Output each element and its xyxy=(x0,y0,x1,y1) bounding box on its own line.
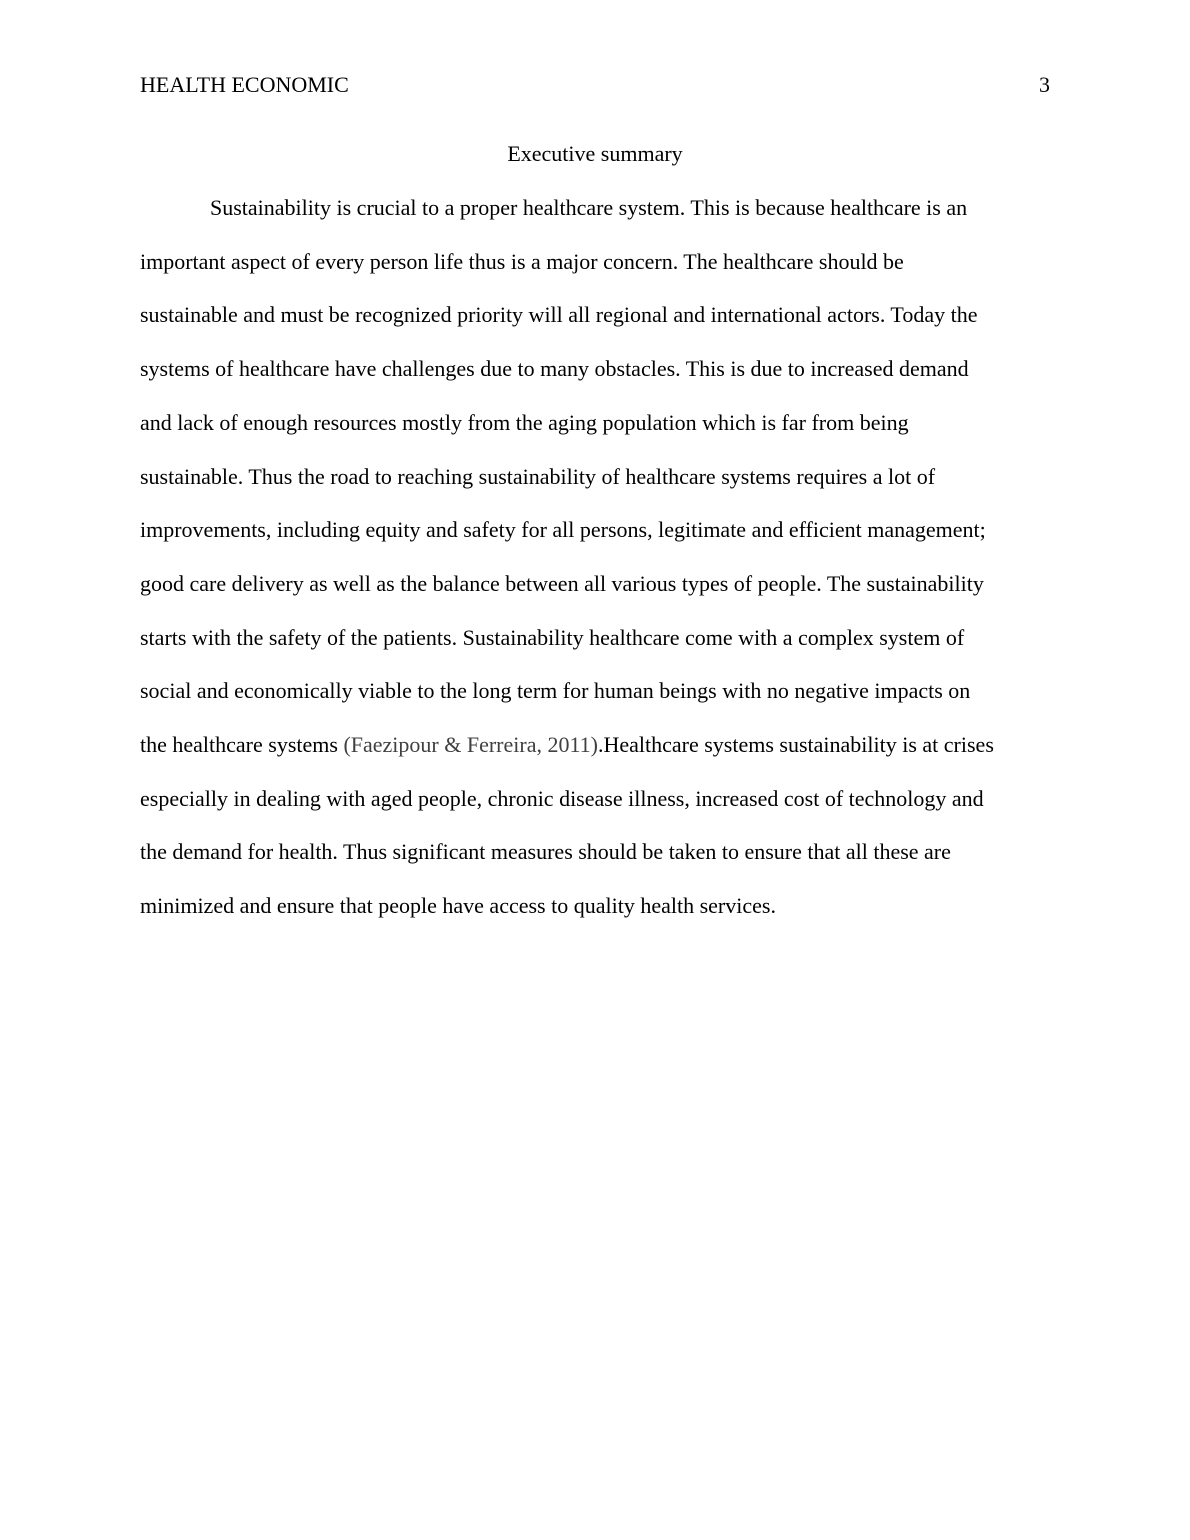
paragraph-line: improvements, including equity and safety for all persons, legitimate and efficient management; xyxy=(140,517,986,543)
paragraph-line: important aspect of every person life thus is a major concern. The healthcare should be xyxy=(140,248,904,274)
paragraph-line: starts with the safety of the patients. Sustainability healthcare come with a complex system of xyxy=(140,624,965,650)
citation: (Faezipour & Ferreira, 2011) xyxy=(343,732,598,758)
paragraph-line: sustainable. Thus the road to reaching sustainability of healthcare systems requires a lot of xyxy=(140,463,936,489)
paragraph-line: social and economically viable to the long term for human beings with no negative impacts on xyxy=(140,678,971,704)
paragraph-line: Sustainability is crucial to a proper healthcare system. This is because healthcare is an xyxy=(210,195,968,220)
page-number: 3 xyxy=(1039,72,1050,97)
paragraph-line: minimized and ensure that people have access to quality health services. xyxy=(140,893,776,919)
paragraph-line: and lack of enough resources mostly from the aging population which is far from being xyxy=(140,409,909,435)
running-head: HEALTH ECONOMIC xyxy=(140,72,349,97)
line-text-after-citation: .Healthcare systems sustainability is at crises xyxy=(597,732,994,758)
paragraph-line-with-citation xyxy=(140,718,1052,772)
paragraph-line: systems of healthcare have challenges due to many obstacles. This is due to increased demand xyxy=(140,356,969,382)
paragraph-line: good care delivery as well as the balance between all various types of people. The sustainability xyxy=(140,570,984,596)
section-heading: Executive summary xyxy=(507,141,683,166)
paragraph-line: the demand for health. Thus significant measures should be taken to ensure that all these are xyxy=(140,839,951,865)
page-header xyxy=(140,70,1050,100)
line-text-before-citation: the healthcare systems xyxy=(140,732,344,758)
executive-summary-paragraph xyxy=(140,181,1052,933)
paragraph-line: sustainable and must be recognized priority will all regional and international actors. Today the xyxy=(140,302,978,328)
paragraph-line: especially in dealing with aged people, chronic disease illness, increased cost of technology and xyxy=(140,785,984,811)
